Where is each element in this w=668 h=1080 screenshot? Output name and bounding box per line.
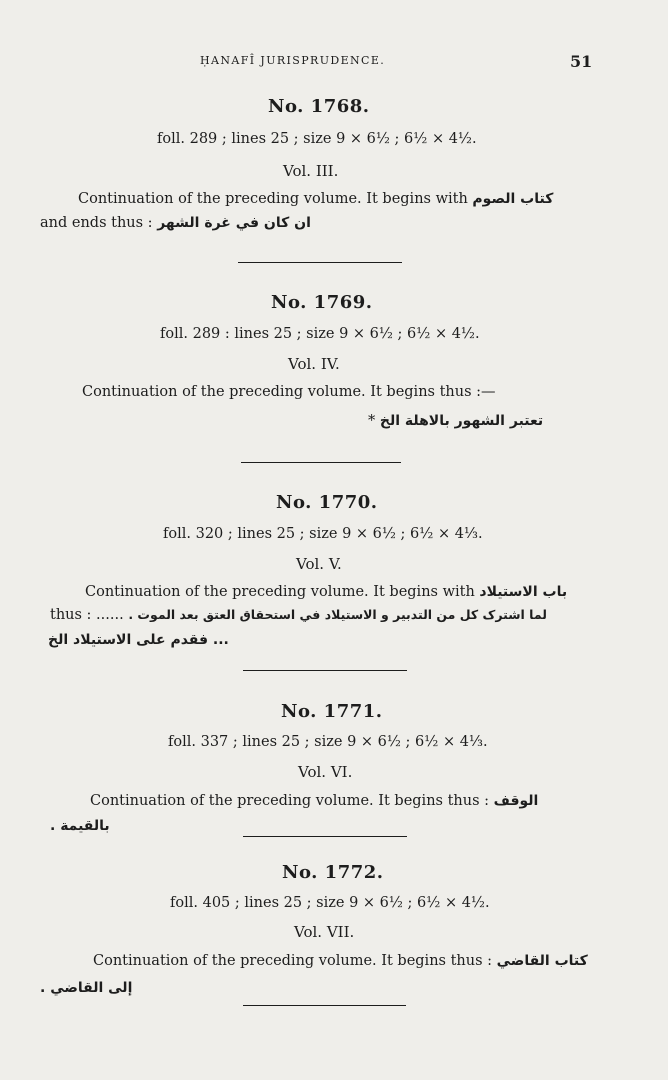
entry-description-cont (48, 632, 229, 648)
arabic-explicit: ان كان في غرة الشهر (157, 215, 311, 231)
volume-label: Vol. III. (283, 162, 339, 180)
divider-rule (243, 1005, 406, 1006)
divider-rule (238, 262, 402, 263)
arabic-incipit: كتاب الصوم (472, 191, 554, 207)
volume-label: Vol. V. (296, 555, 342, 573)
arabic-incipit: كتاب القاضي (496, 953, 588, 969)
description-text: thus : ...... (50, 607, 124, 623)
entry-description: Continuation of the preceding volume. It begins thus :— (82, 384, 496, 400)
entry-description-cont (50, 607, 547, 623)
arabic-incipit: باب الاستيلاد (479, 584, 568, 600)
entry-number: No. 1769. (271, 292, 373, 313)
running-title: ḤANAFÎ JURISPRUDENCE. (200, 54, 386, 67)
entry-description-cont (40, 215, 311, 231)
arabic-incipit: الوقف (493, 793, 539, 809)
entry-description (90, 793, 538, 809)
divider-rule (243, 670, 407, 671)
arabic-quote: ... فقدم على الاستيلاد الخ (48, 632, 229, 648)
entry-description (93, 953, 588, 969)
page-number: 51 (570, 52, 593, 71)
volume-label: Vol. VI. (298, 763, 353, 781)
arabic-incipit: تعتبر الشهور بالاهلة الخ (379, 413, 544, 429)
entry-description-cont (40, 980, 132, 996)
description-text: Continuation of the preceding volume. It begins with (85, 584, 475, 600)
description-text: Continuation of the preceding volume. It begins thus : (93, 953, 493, 969)
page-header (0, 52, 668, 72)
arabic-incipit-cont: إلى القاضي . (40, 980, 133, 996)
divider-rule (241, 462, 401, 463)
star-marker: * (368, 413, 376, 429)
entry-details: foll. 337 ; lines 25 ; size 9 × 6½ ; 6½ × 4⅓. (168, 734, 488, 750)
entry-details: foll. 405 ; lines 25 ; size 9 × 6½ ; 6½ × 4½. (170, 895, 490, 911)
arabic-quote: لما اشترک کل من التدبير و الاستيلاد في استحقاق العتق بعد الموت . (128, 607, 547, 622)
entry-description-cont (50, 818, 110, 834)
volume-label: Vol. IV. (288, 355, 340, 373)
entry-description-cont (368, 413, 543, 429)
entry-details: foll. 289 : lines 25 ; size 9 × 6½ ; 6½ × 4½. (160, 326, 480, 342)
description-text: Continuation of the preceding volume. It begins with (78, 191, 468, 207)
description-text: Continuation of the preceding volume. It begins thus : (90, 793, 490, 809)
entry-details: foll. 320 ; lines 25 ; size 9 × 6½ ; 6½ × 4⅓. (163, 526, 483, 542)
entry-description (78, 191, 553, 207)
entry-details: foll. 289 ; lines 25 ; size 9 × 6½ ; 6½ × 4½. (157, 131, 477, 147)
entry-description (85, 584, 567, 600)
description-text: and ends thus : (40, 215, 153, 231)
entry-number: No. 1768. (268, 96, 370, 117)
entry-number: No. 1772. (282, 862, 384, 883)
entry-number: No. 1770. (276, 492, 378, 513)
arabic-incipit-cont: بالقيمة . (50, 818, 110, 834)
volume-label: Vol. VII. (294, 923, 355, 941)
divider-rule (243, 836, 407, 837)
entry-number: No. 1771. (281, 701, 383, 722)
